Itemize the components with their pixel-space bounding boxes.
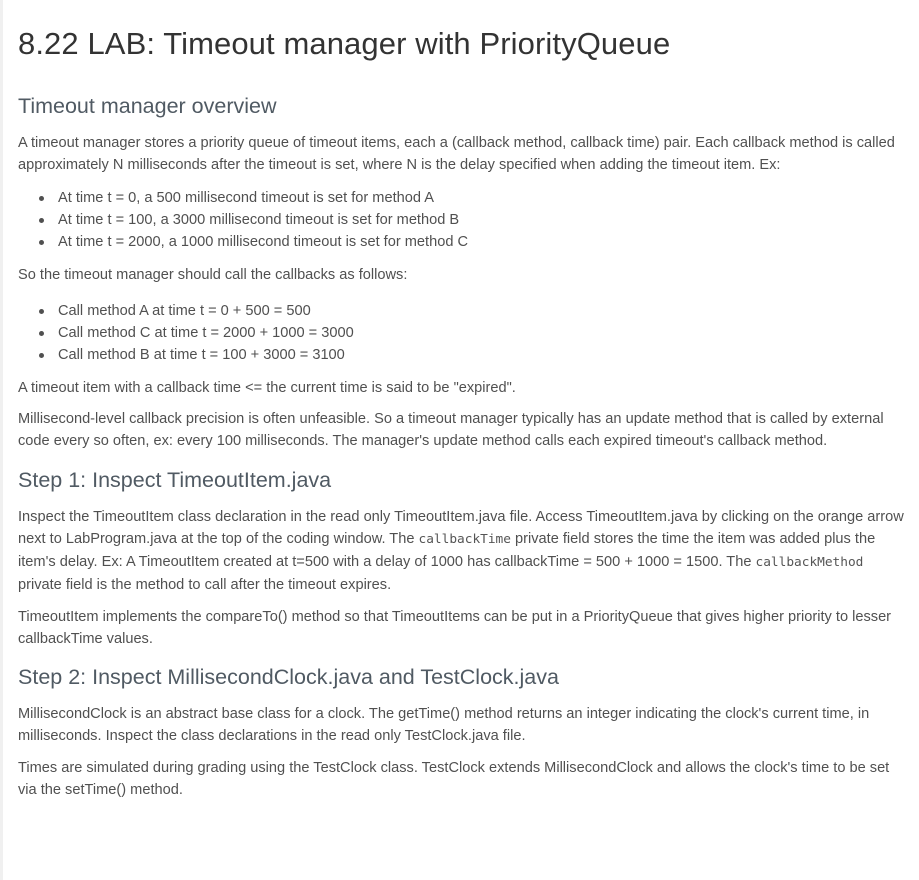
callback-method-code: callbackMethod <box>755 555 864 570</box>
section-heading-step2: Step 2: Inspect MillisecondClock.java and TestClock.java <box>18 665 559 689</box>
so-text: So the timeout manager should call the callbacks as follows: <box>18 267 408 283</box>
list-item <box>58 209 910 231</box>
step1-text-part3: private field is the method to call after the timeout expires. <box>18 577 392 593</box>
step1-paragraph-1 <box>18 506 910 596</box>
list-item <box>58 300 910 322</box>
step2-paragraph-1: MillisecondClock is an abstract base class for a clock. The getTime() method returns an integer indicating the clock's current time, in milliseconds. Inspect the class declarations in the read only TestClock.java file. <box>18 706 870 744</box>
section-heading-overview: Timeout manager overview <box>18 94 277 118</box>
page-title: 8.22 LAB: Timeout manager with PriorityQueue <box>18 26 671 61</box>
step2-paragraph-2: Times are simulated during grading using the TestClock class. TestClock extends MillisecondClock and allows the clock's time to be set via the setTime() method. <box>18 760 890 798</box>
list-item-text: Call method C at time t = 2000 + 1000 = 3000 <box>58 325 354 341</box>
step1-paragraph-2: TimeoutItem implements the compareTo() method so that TimeoutItems can be put in a PriorityQueue that gives higher priority to lesser callbackTime values. <box>18 609 892 647</box>
step1-text-part1: Inspect the TimeoutItem class declaration in the read only TimeoutItem.java file. Access TimeoutItem.java by clicking on the orange arrow next to LabProgram.java at the top of the coding window. The <box>18 509 904 547</box>
expired-definition: A timeout item with a callback time <= the current time is said to be "expired". <box>18 380 516 396</box>
overview-intro: A timeout manager stores a priority queue of timeout items, each a (callback method, callback time) pair. Each callback method is called approximately N milliseconds after the timeout is set, where N is the delay specified when adding the timeout item. Ex: <box>18 135 895 173</box>
list-item-text: At time t = 0, a 500 millisecond timeout is set for method A <box>58 190 434 206</box>
bullet-icon <box>39 309 44 314</box>
precision-paragraph: Millisecond-level callback precision is often unfeasible. So a timeout manager typically has an update method that is called by external code every so often, ex: every 100 milliseconds. The manager's update method calls each expired timeout's callback method. <box>18 411 884 449</box>
left-border <box>0 0 3 880</box>
callback-time-code: callbackTime <box>418 532 511 547</box>
list-item <box>58 231 910 253</box>
list-item <box>58 344 910 366</box>
bullet-icon <box>39 196 44 201</box>
list-item-text: At time t = 2000, a 1000 millisecond timeout is set for method C <box>58 234 469 250</box>
list-item <box>58 187 910 209</box>
step1-text-part2: private field stores the time the item was added plus the item's delay. Ex: A TimeoutItem created at t=500 with a delay of 1000 has callbackTime = 500 + 1000 = 1500. The <box>18 531 876 570</box>
bullet-icon <box>39 240 44 245</box>
list-item-text: Call method B at time t = 100 + 3000 = 3100 <box>58 347 345 363</box>
bullet-icon <box>39 331 44 336</box>
example-timeouts-list <box>18 187 910 253</box>
bullet-icon <box>39 353 44 358</box>
section-heading-step1: Step 1: Inspect TimeoutItem.java <box>18 468 332 492</box>
list-item <box>58 322 910 344</box>
list-item-text: At time t = 100, a 3000 millisecond timeout is set for method B <box>58 212 460 228</box>
callback-order-list <box>18 300 910 366</box>
lab-content <box>18 0 910 801</box>
bullet-icon <box>39 218 44 223</box>
list-item-text: Call method A at time t = 0 + 500 = 500 <box>58 303 311 319</box>
